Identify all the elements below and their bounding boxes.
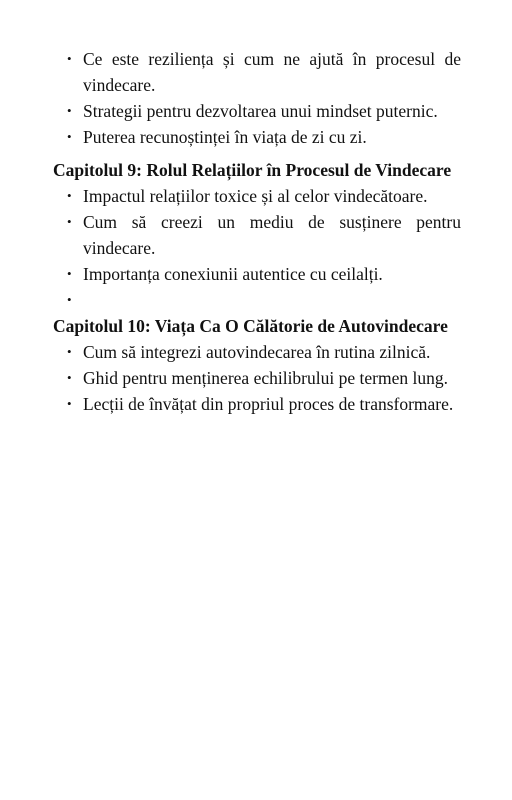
list-item: • Impactul relațiilor toxice și al celor vindecătoare. [83, 183, 461, 209]
intro-bullet-list [53, 46, 461, 150]
page-content [53, 46, 461, 417]
chapter-9-bullet-list [53, 183, 461, 313]
list-item: • Ghid pentru menținerea echilibrului pe termen lung. [83, 365, 461, 391]
chapter-9-heading: Capitolul 9: Rolul Relațiilor în Procesul de Vindecare [53, 160, 452, 180]
list-item: • Strategii pentru dezvoltarea unui mindset puternic. [83, 98, 461, 124]
chapter-10-bullet-list [53, 339, 461, 417]
list-item: • Importanța conexiunii autentice cu ceilalți. [83, 261, 461, 287]
list-item: • Puterea recunoștinței în viața de zi cu zi. [83, 124, 461, 150]
list-item: • Ce este reziliența și cum ne ajută în procesul de vindecare. [83, 46, 461, 98]
list-item: • Cum să integrezi autovindecarea în rutina zilnică. [83, 339, 461, 365]
list-item: • Lecții de învățat din propriul proces de transformare. [83, 391, 461, 417]
empty-list-item [83, 287, 461, 313]
chapter-10-heading: Capitolul 10: Viața Ca O Călătorie de Autovindecare [53, 316, 448, 336]
list-item: • Cum să creezi un mediu de susținere pentru vindecare. [83, 209, 461, 261]
